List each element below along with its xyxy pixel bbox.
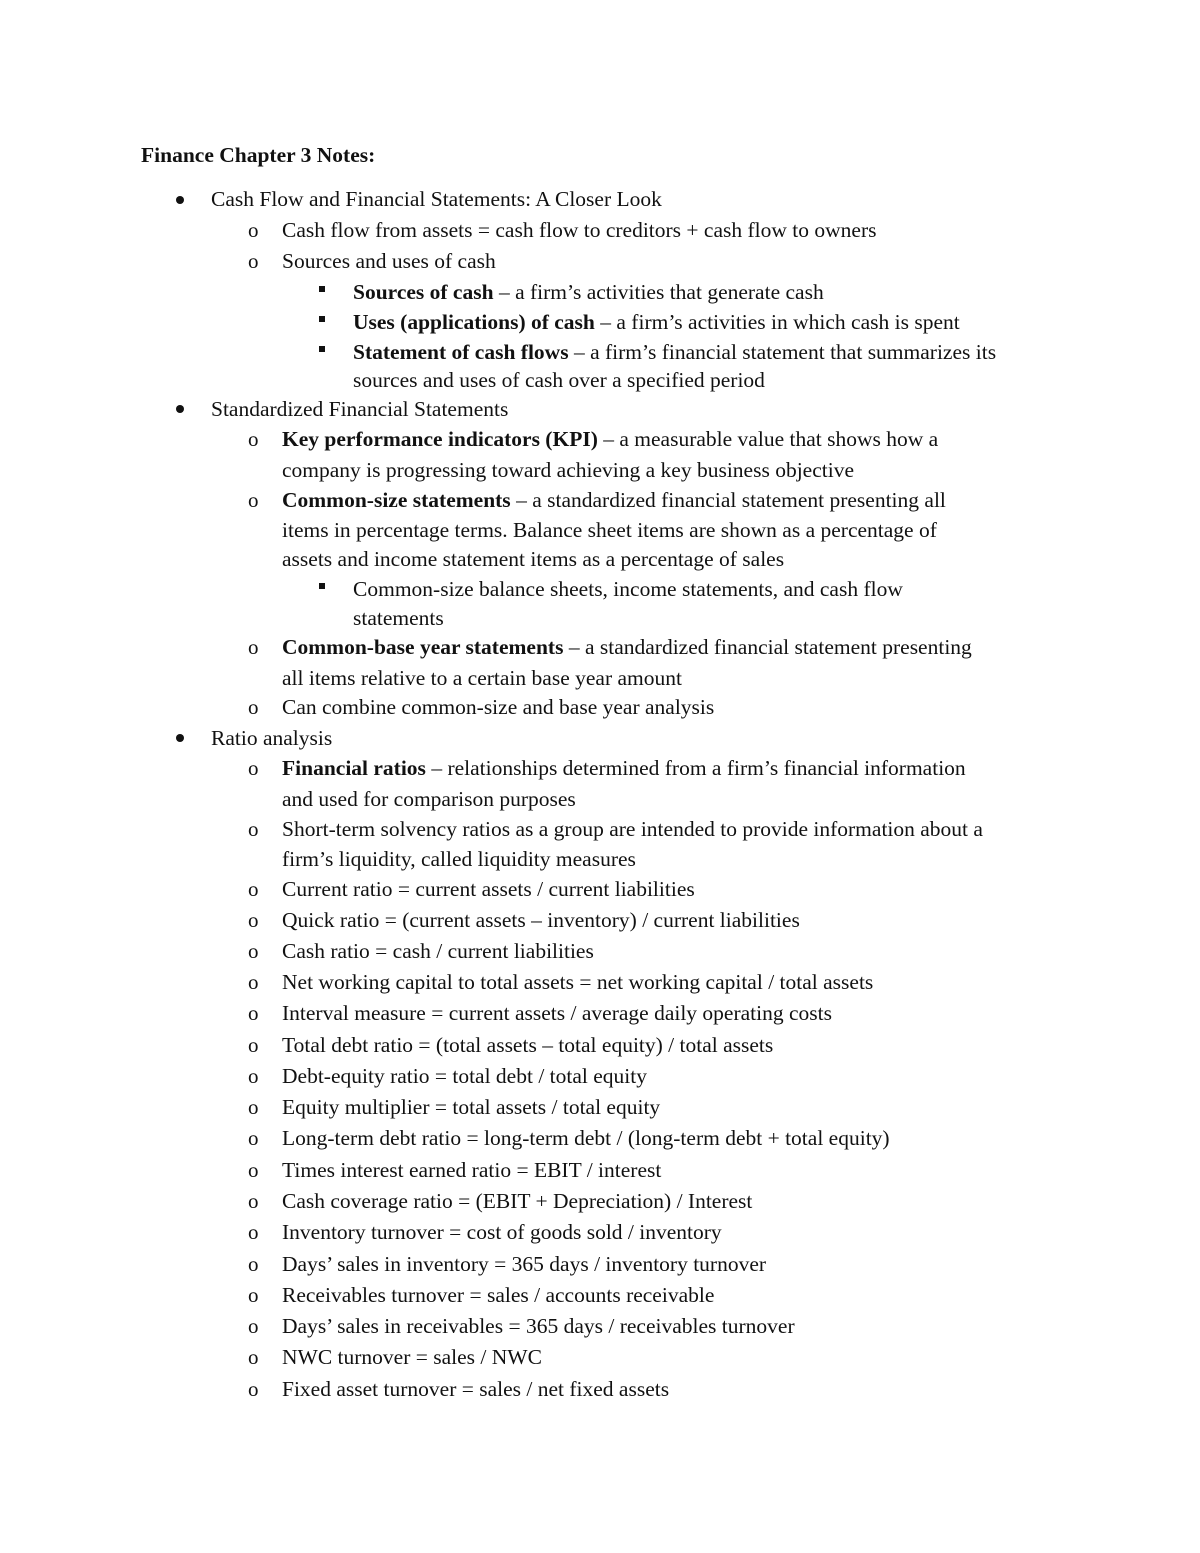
- definition: – a firm’s financial statement that summarizes its: [568, 340, 997, 364]
- ratio-item: NWC turnover = sales / NWC: [282, 1345, 542, 1369]
- list-item-continuation: items in percentage terms. Balance sheet items are shown as a percentage of: [282, 518, 937, 542]
- list-item-continuation: company is progressing toward achieving a key business objective: [282, 458, 854, 482]
- list-item: [282, 487, 946, 513]
- ratio-item: Receivables turnover = sales / accounts receivable: [282, 1283, 715, 1307]
- ratio-item: Net working capital to total assets = net working capital / total assets: [282, 970, 874, 994]
- page-title: Finance Chapter 3 Notes:: [141, 143, 376, 167]
- bullet-square: [319, 583, 325, 589]
- list-item: [353, 279, 824, 305]
- bullet-square: [319, 316, 325, 322]
- ratio-item: Fixed asset turnover = sales / net fixed assets: [282, 1377, 670, 1401]
- bullet-circle: o: [248, 1064, 259, 1088]
- ratio-item: Cash coverage ratio = (EBIT + Depreciation) / Interest: [282, 1189, 753, 1213]
- bullet-circle: o: [248, 817, 259, 841]
- term: Common-size statements: [282, 488, 511, 512]
- bullet-circle: o: [248, 1189, 259, 1213]
- ratio-item: Times interest earned ratio = EBIT / interest: [282, 1158, 662, 1182]
- list-item: [353, 309, 960, 335]
- ratio-item: Days’ sales in inventory = 365 days / inventory turnover: [282, 1252, 767, 1276]
- bullet-dot: [176, 734, 184, 742]
- bullet-circle: o: [248, 488, 259, 512]
- bullet-circle: o: [248, 1283, 259, 1307]
- definition: – a firm’s activities in which cash is spent: [594, 310, 960, 334]
- bullet-circle: o: [248, 1001, 259, 1025]
- bullet-circle: o: [248, 1345, 259, 1369]
- ratio-item: Equity multiplier = total assets / total equity: [282, 1095, 661, 1119]
- ratio-item: Inventory turnover = cost of goods sold / inventory: [282, 1220, 722, 1244]
- list-item: [282, 634, 972, 660]
- term: Uses (applications) of cash: [353, 310, 595, 334]
- list-item-continuation: firm’s liquidity, called liquidity measures: [282, 847, 636, 871]
- ratio-item: Cash ratio = cash / current liabilities: [282, 939, 594, 963]
- bullet-dot: [176, 196, 184, 204]
- definition: – a measurable value that shows how a: [597, 427, 939, 451]
- list-item-continuation: and used for comparison purposes: [282, 787, 576, 811]
- list-item: [282, 426, 938, 452]
- bullet-circle: o: [248, 427, 259, 451]
- list-item-continuation: all items relative to a certain base year amount: [282, 666, 682, 690]
- term: Key performance indicators (KPI): [282, 427, 598, 451]
- bullet-circle: o: [248, 249, 259, 273]
- bullet-circle: o: [248, 970, 259, 994]
- list-item-continuation: assets and income statement items as a percentage of sales: [282, 547, 785, 571]
- bullet-circle: o: [248, 908, 259, 932]
- list-item: Ratio analysis: [211, 726, 333, 750]
- bullet-circle: o: [248, 1377, 259, 1401]
- definition: – a standardized financial statement presenting: [563, 635, 972, 659]
- list-item: Short-term solvency ratios as a group are intended to provide information about a: [282, 817, 983, 841]
- bullet-circle: o: [248, 1314, 259, 1338]
- list-item: Common-size balance sheets, income statements, and cash flow: [353, 577, 903, 601]
- list-item: [282, 755, 966, 781]
- ratio-item: Quick ratio = (current assets – inventory) / current liabilities: [282, 908, 800, 932]
- bullet-dot: [176, 405, 184, 413]
- definition: – a firm’s activities that generate cash: [493, 280, 824, 304]
- bullet-circle: o: [248, 939, 259, 963]
- bullet-circle: o: [248, 756, 259, 780]
- ratio-item: Current ratio = current assets / current liabilities: [282, 877, 695, 901]
- definition: – a standardized financial statement presenting all: [510, 488, 946, 512]
- term: Statement of cash flows: [353, 340, 569, 364]
- definition: – relationships determined from a firm’s financial information: [425, 756, 966, 780]
- ratio-item: Days’ sales in receivables = 365 days / receivables turnover: [282, 1314, 795, 1338]
- list-item: Cash flow from assets = cash flow to creditors + cash flow to owners: [282, 218, 877, 242]
- list-item: Sources and uses of cash: [282, 249, 496, 273]
- bullet-square: [319, 286, 325, 292]
- ratio-item: Total debt ratio = (total assets – total equity) / total assets: [282, 1033, 774, 1057]
- bullet-square: [319, 346, 325, 352]
- bullet-circle: o: [248, 1220, 259, 1244]
- term: Sources of cash: [353, 280, 494, 304]
- list-item: Cash Flow and Financial Statements: A Closer Look: [211, 187, 662, 211]
- bullet-circle: o: [248, 1033, 259, 1057]
- ratio-item: Interval measure = current assets / average daily operating costs: [282, 1001, 833, 1025]
- bullet-circle: o: [248, 1095, 259, 1119]
- list-item-continuation: sources and uses of cash over a specified period: [353, 368, 765, 392]
- term: Common-base year statements: [282, 635, 564, 659]
- list-item-continuation: statements: [353, 606, 444, 630]
- list-item: Standardized Financial Statements: [211, 397, 509, 421]
- bullet-circle: o: [248, 695, 259, 719]
- bullet-circle: o: [248, 1252, 259, 1276]
- bullet-circle: o: [248, 1158, 259, 1182]
- bullet-circle: o: [248, 1126, 259, 1150]
- term: Financial ratios: [282, 756, 426, 780]
- bullet-circle: o: [248, 218, 259, 242]
- list-item: Can combine common-size and base year analysis: [282, 695, 715, 719]
- ratio-item: Long-term debt ratio = long-term debt / (long-term debt + total equity): [282, 1126, 890, 1150]
- ratio-item: Debt-equity ratio = total debt / total equity: [282, 1064, 647, 1088]
- list-item: [353, 339, 996, 365]
- bullet-circle: o: [248, 877, 259, 901]
- bullet-circle: o: [248, 635, 259, 659]
